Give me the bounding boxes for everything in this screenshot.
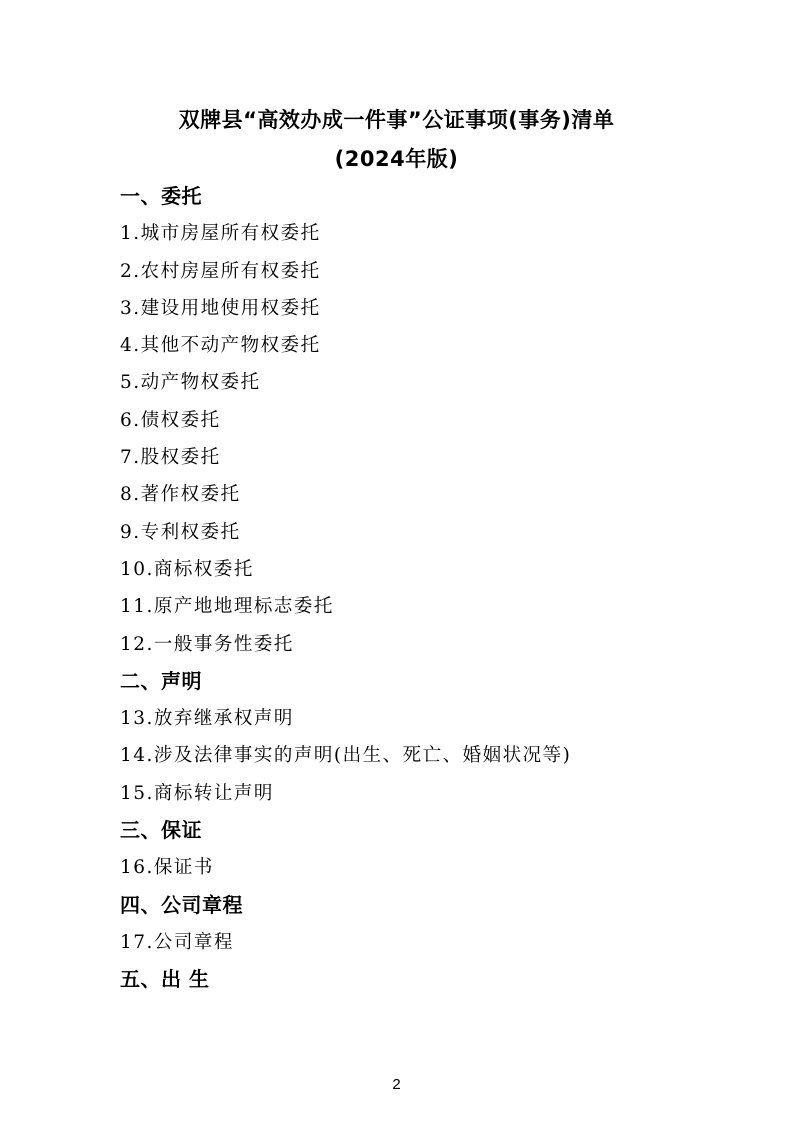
section-heading-entrustment: 一、委托 bbox=[120, 184, 202, 208]
list-item: 14.涉及法律事实的声明(出生、死亡、婚姻状况等) bbox=[120, 745, 572, 767]
list-item: 10.商标权委托 bbox=[120, 558, 254, 580]
list-item: 9.专利权委托 bbox=[120, 521, 241, 543]
list-item: 16.保证书 bbox=[120, 857, 214, 879]
section-heading-declaration: 二、声明 bbox=[120, 668, 202, 693]
list-item: 4.其他不动产物权委托 bbox=[120, 335, 321, 357]
list-item: 13.放弃继承权声明 bbox=[120, 708, 294, 730]
list-item: 17.公司章程 bbox=[120, 931, 234, 953]
list-item: 1.城市房屋所有权委托 bbox=[120, 223, 321, 245]
list-item: 2.农村房屋所有权委托 bbox=[120, 260, 321, 282]
document-body bbox=[120, 178, 740, 999]
list-item: 5.动产物权委托 bbox=[120, 372, 261, 394]
page-number: 2 bbox=[392, 1076, 401, 1093]
list-item: 12.一般事务性委托 bbox=[120, 633, 294, 655]
section-heading-guarantee: 三、保证 bbox=[120, 818, 202, 843]
list-item: 8.著作权委托 bbox=[120, 484, 241, 506]
section-heading-articles-of-association: 四、公司章程 bbox=[120, 892, 243, 917]
list-item: 6.债权委托 bbox=[120, 409, 221, 431]
list-item: 7.股权委托 bbox=[120, 447, 221, 469]
list-item: 11.原产地地理标志委托 bbox=[120, 596, 334, 618]
list-item: 15.商标转让声明 bbox=[120, 782, 274, 804]
document-subtitle-edition: (2024年版) bbox=[334, 147, 459, 171]
list-item: 3.建设用地使用权委托 bbox=[120, 297, 321, 319]
section-heading-birth: 五、出 生 bbox=[120, 967, 210, 992]
document-title: 双牌县“高效办成一件事”公证事项(事务)清单 bbox=[178, 108, 615, 132]
